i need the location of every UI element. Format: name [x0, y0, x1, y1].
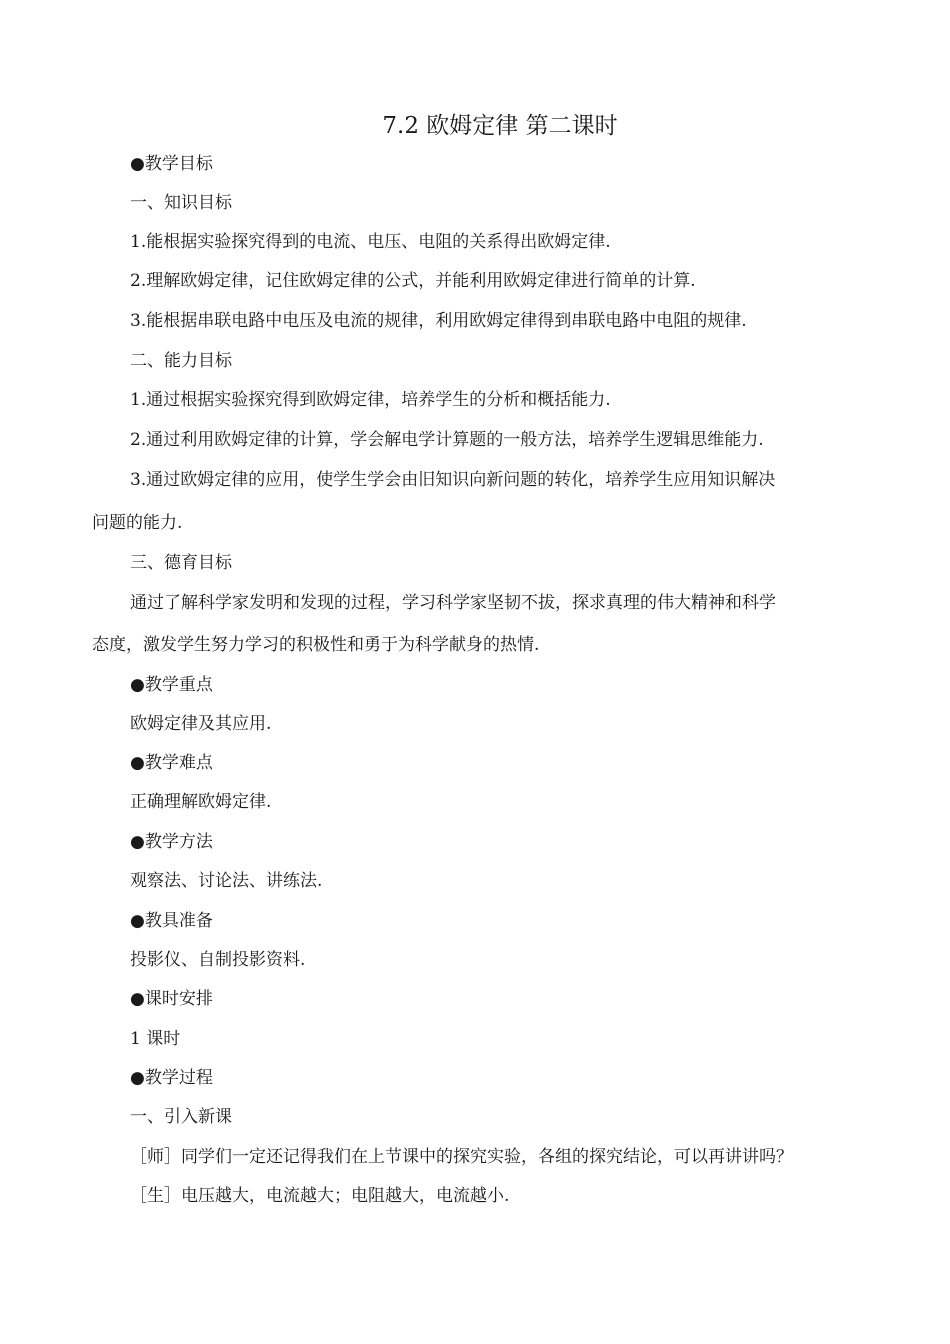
- section-heading-teaching-goals: ●教学目标: [130, 154, 213, 174]
- document-title: 7.2 欧姆定律 第二课时: [382, 113, 618, 139]
- paragraph-line: 投影仪、自制投影资料.: [130, 950, 306, 970]
- paragraph-line: 1.能根据实验探究得到的电流、电压、电阻的关系得出欧姆定律.: [130, 232, 611, 252]
- subheading-moral-goals: 三、德育目标: [130, 553, 232, 573]
- paragraph-line: 3.通过欧姆定律的应用，使学生学会由旧知识向新问题的转化，培养学生应用知识解决: [130, 470, 776, 490]
- section-heading-materials: ●教具准备: [130, 911, 213, 931]
- paragraph-line: 3.能根据串联电路中电压及电流的规律，利用欧姆定律得到串联电路中电阻的规律.: [130, 311, 747, 331]
- dialogue-student: ［生］电压越大，电流越大；电阻越大，电流越小.: [130, 1186, 510, 1206]
- paragraph-line: 正确理解欧姆定律.: [130, 792, 272, 812]
- subheading-introduction: 一、引入新课: [130, 1107, 232, 1127]
- paragraph-continuation: 问题的能力.: [92, 513, 183, 533]
- dialogue-teacher: ［师］同学们一定还记得我们在上节课中的探究实验，各组的探究结论，可以再讲讲吗？: [130, 1147, 793, 1167]
- subheading-ability-goals: 二、能力目标: [130, 351, 232, 371]
- section-heading-schedule: ●课时安排: [130, 989, 213, 1009]
- section-heading-difficulties: ●教学难点: [130, 753, 213, 773]
- paragraph-line: 1 课时: [130, 1029, 181, 1049]
- section-heading-process: ●教学过程: [130, 1068, 213, 1088]
- paragraph-line: 欧姆定律及其应用.: [130, 714, 272, 734]
- subheading-knowledge-goals: 一、知识目标: [130, 193, 232, 213]
- paragraph-line: 2.通过利用欧姆定律的计算，学会解电学计算题的一般方法，培养学生逻辑思维能力.: [130, 430, 764, 450]
- paragraph-continuation: 态度，激发学生努力学习的积极性和勇于为科学献身的热情.: [92, 635, 540, 655]
- section-heading-methods: ●教学方法: [130, 832, 213, 852]
- paragraph-line: 观察法、讨论法、讲练法.: [130, 871, 323, 891]
- section-heading-key-points: ●教学重点: [130, 675, 213, 695]
- paragraph-line: 通过了解科学家发明和发现的过程，学习科学家坚韧不拔，探求真理的伟大精神和科学: [130, 593, 776, 613]
- paragraph-line: 2.理解欧姆定律，记住欧姆定律的公式，并能利用欧姆定律进行简单的计算.: [130, 271, 696, 291]
- paragraph-line: 1.通过根据实验探究得到欧姆定律，培养学生的分析和概括能力.: [130, 390, 611, 410]
